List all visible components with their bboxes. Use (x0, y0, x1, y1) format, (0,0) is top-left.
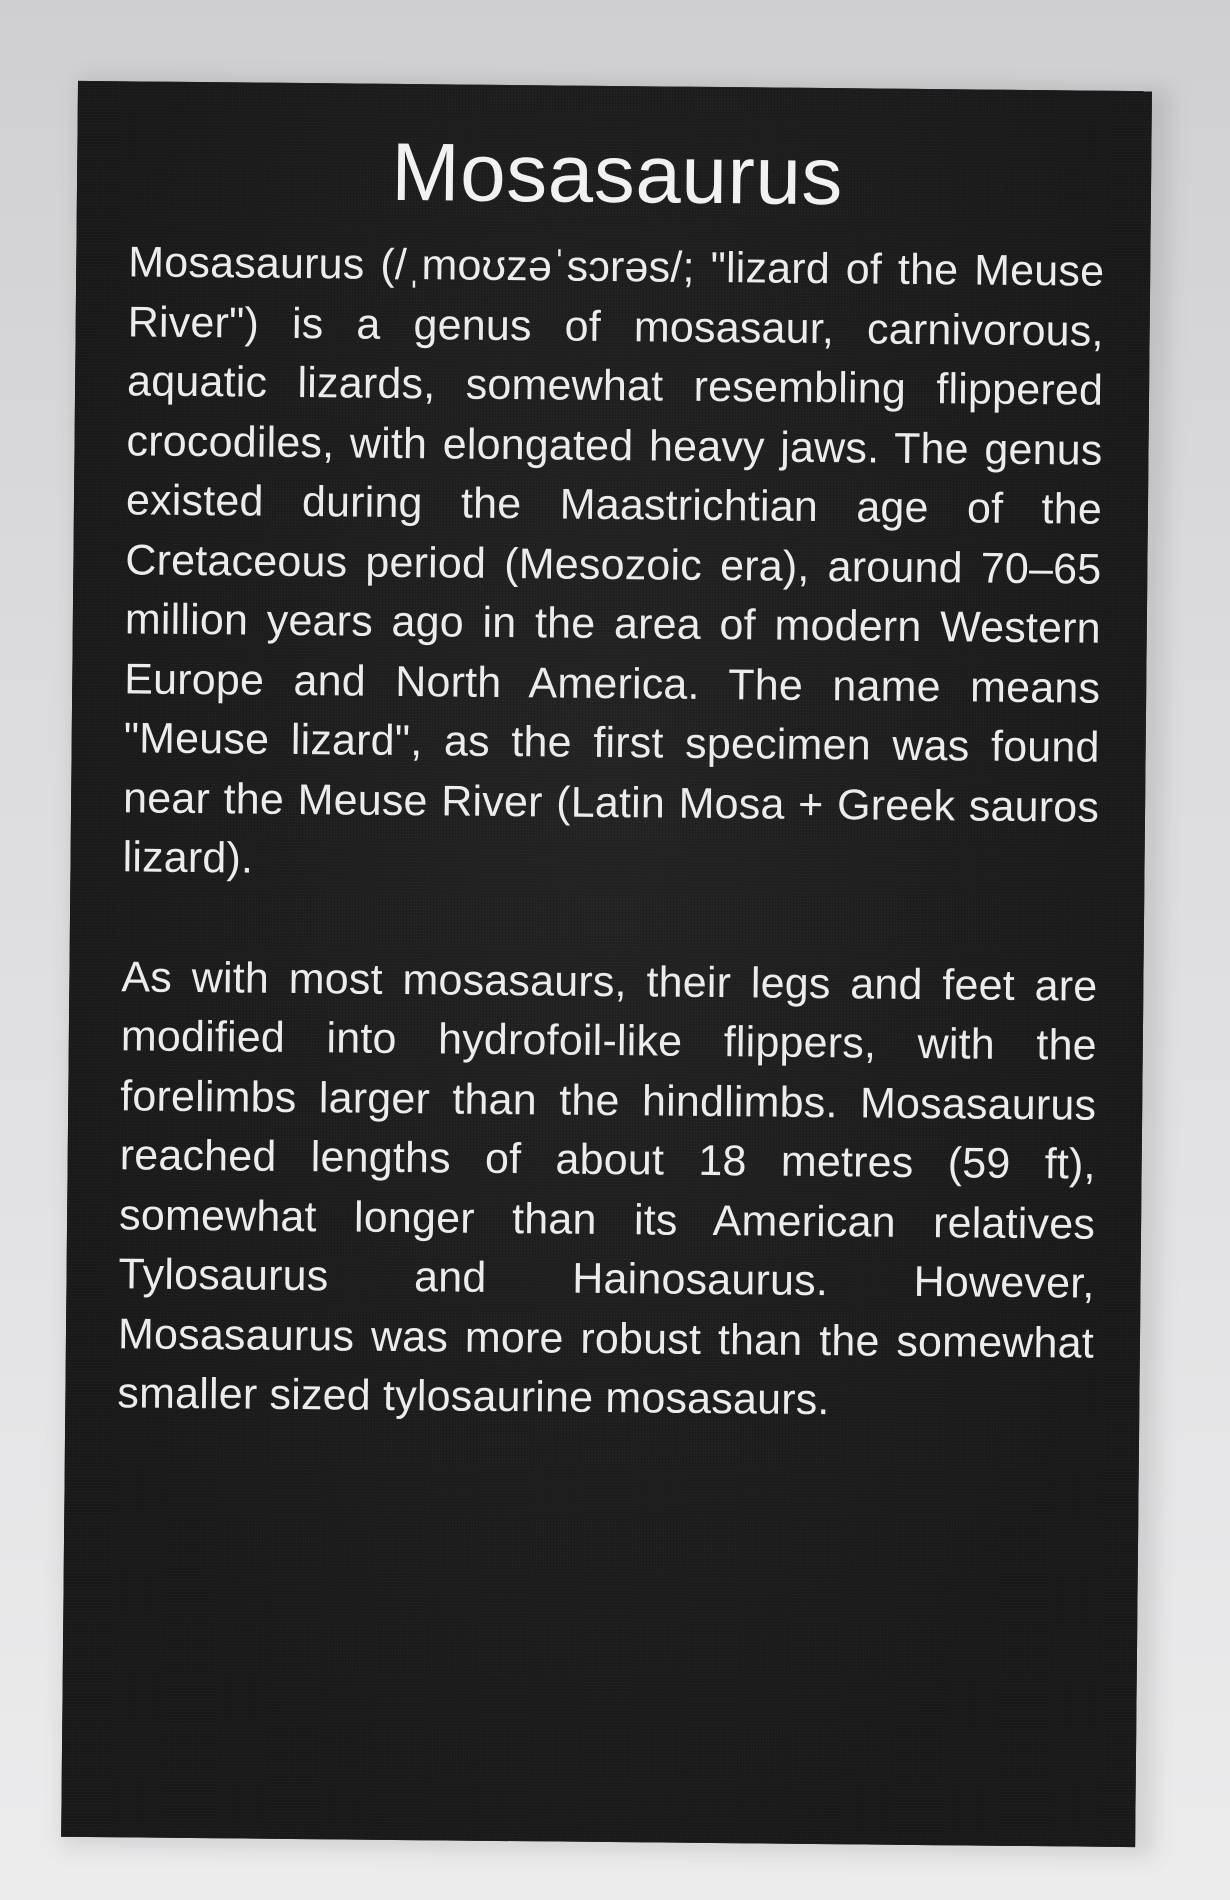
description-paragraph-1: Mosasaurus (/ˌmoʊzəˈsɔrəs/; "lizard of the Meuse River") is a genus of mosasaur, carnivorous, aquatic lizards, somewhat resembling flippered crocodiles, with elongated heavy jaws. The genus existed during the Maastrichtian age of the Cretaceous period (Mesozoic era), around 70–65 million years ago in the area of modern Western Europe and North America. The name means "Meuse lizard", as the first specimen was found near the Meuse River (Latin Mosa + Greek sauros lizard). (122, 238, 1105, 883)
description-paragraph-2: As with most mosasaurs, their legs and feet are modified into hydrofoil-like flippers, with the forelimbs larger than the hindlimbs. Mosasaurus reached lengths of about 18 metres (59 ft), somewhat longer than its American relatives Tylosaurus and Hainosaurus. However, Mosasaurus was more robust than the somewhat smaller sized tylosaurine mosasaurs. (117, 953, 1098, 1425)
info-card (61, 81, 1152, 1847)
card-title: Mosasaurus (390, 126, 844, 223)
